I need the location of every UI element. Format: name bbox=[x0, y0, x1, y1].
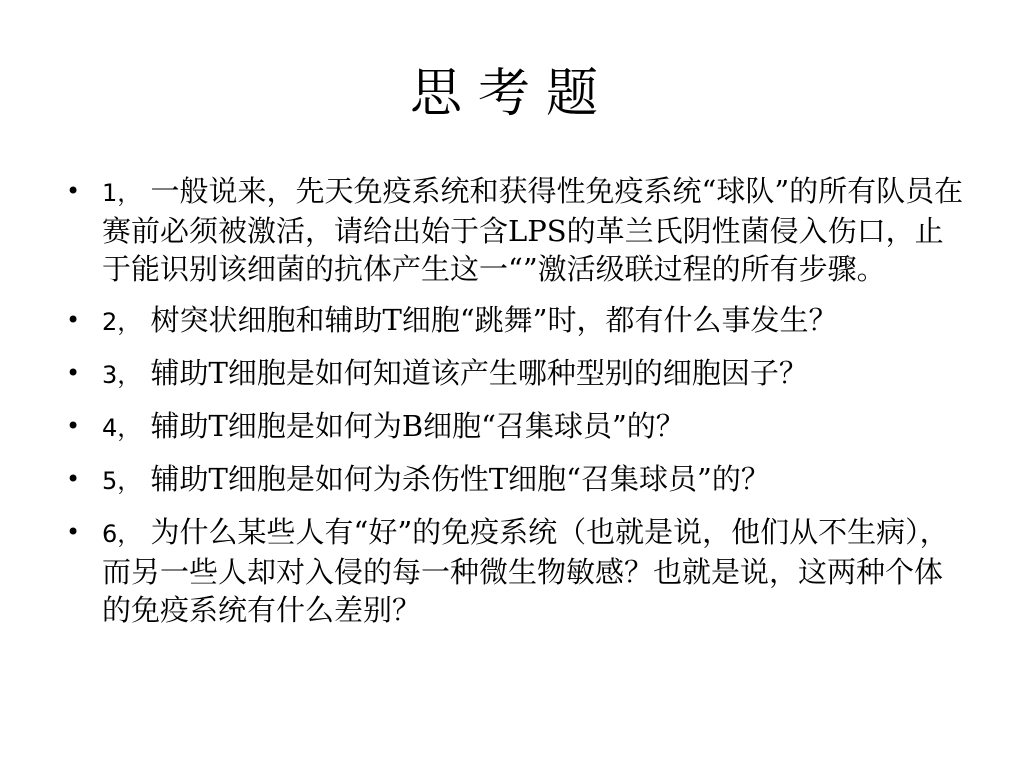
question-number: 1， bbox=[102, 179, 142, 207]
question-text: 树突状细胞和辅助T细胞“跳舞”时，都有什么事发生？ bbox=[141, 303, 838, 337]
question-number: 4， bbox=[102, 414, 142, 442]
bullet-icon: • bbox=[66, 306, 81, 334]
bullet-icon: • bbox=[66, 177, 81, 205]
question-item-1 bbox=[66, 172, 966, 288]
question-list bbox=[66, 172, 966, 642]
question-item-2 bbox=[66, 301, 966, 341]
question-text: 辅助T细胞是如何知道该产生哪种型别的细胞因子？ bbox=[141, 356, 808, 390]
question-item-5 bbox=[66, 460, 966, 500]
question-number: 3， bbox=[102, 361, 142, 389]
slide-title: 思考题 bbox=[409, 64, 614, 124]
question-item-3 bbox=[66, 354, 966, 394]
question-item-4 bbox=[66, 407, 966, 447]
question-text: 辅助T细胞是如何为杀伤性T细胞“召集球员”的？ bbox=[141, 462, 770, 496]
question-text: 辅助T细胞是如何为B细胞“召集球员”的？ bbox=[141, 409, 685, 443]
question-number: 2， bbox=[102, 308, 142, 336]
question-number: 6， bbox=[102, 520, 142, 548]
question-text: 为什么某些人有“好”的免疫系统（也就是说，他们从不生病），而另一些人却对入侵的每一种微生物敏感？也就是说，这两种个体的免疫系统有什么差别？ bbox=[102, 515, 949, 627]
bullet-icon: • bbox=[66, 412, 81, 440]
question-item-6 bbox=[66, 513, 966, 629]
bullet-icon: • bbox=[66, 465, 81, 493]
question-number: 5， bbox=[102, 467, 142, 495]
bullet-icon: • bbox=[66, 359, 81, 387]
bullet-icon: • bbox=[66, 518, 81, 546]
question-text: 一般说来，先天免疫系统和获得性免疫系统“球队”的所有队员在赛前必须被激活，请给出始于含LPS的革兰氏阴性菌侵入伤口，止于能识别该细菌的抗体产生这一“”激活级联过程的所有步骤。 bbox=[102, 174, 964, 286]
